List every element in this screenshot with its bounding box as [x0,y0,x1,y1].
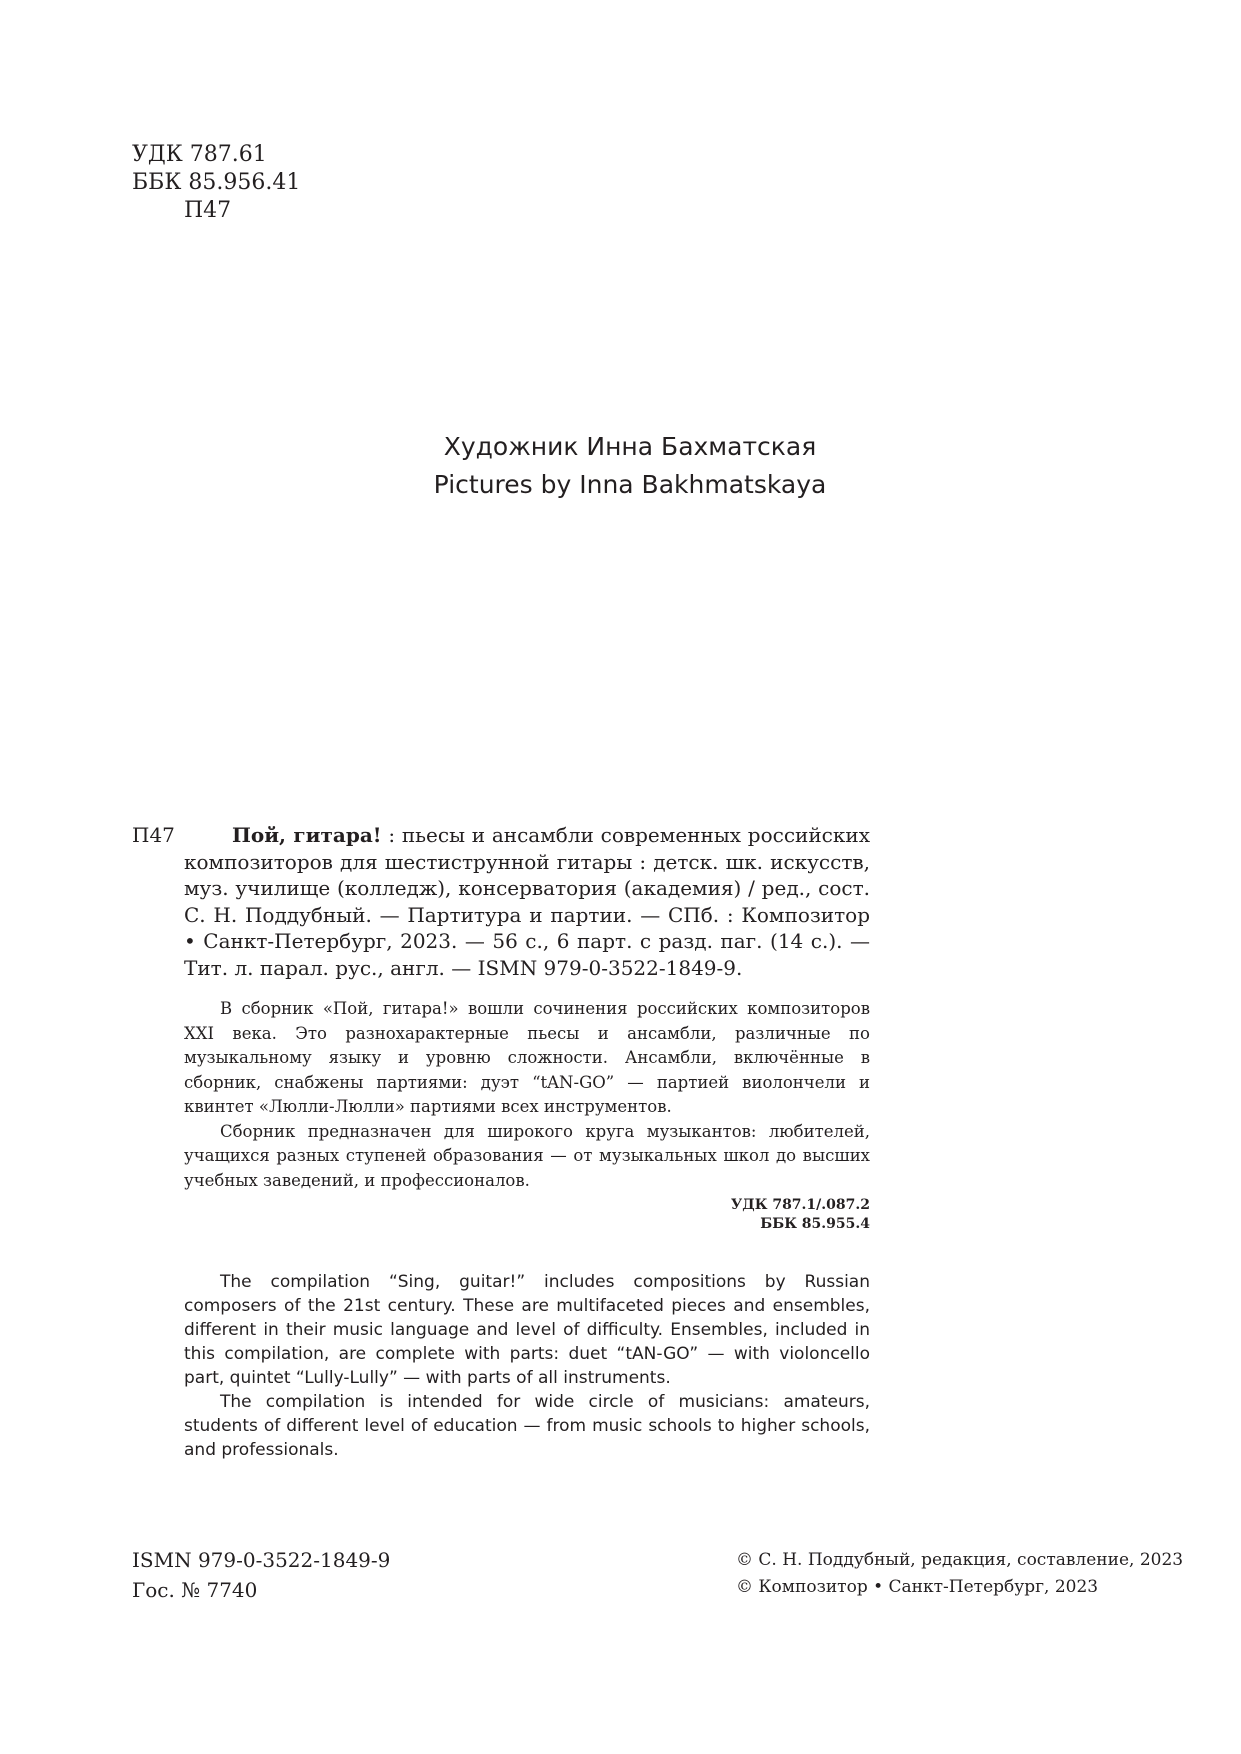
annotation-en-paragraph-2: The compilation is intended for wide circle of musicians: amateurs, students of different level of education — from music schools to higher schools, and professionals. [184,1392,870,1460]
annotation-ru [184,997,870,1234]
annotation-ru-paragraph-1: В сборник «Пой, гитара!» вошли сочинения российских композиторов XXI века. Это разнохарактерные пьесы и ансамбли, различные по музыкальному языку и уровню сложности. Ансамбли, включённые в сборник, снабжены партиями: дуэт “tAN-GO” — партией виолончели и квинтет «Люлли-Люлли» партиями всех инструментов. [184,999,870,1116]
author-sign: П47 [184,198,232,223]
catalog-description: : пьесы и ансамбли современных российских композиторов для шестиструнной гитары : детск. шк. искусств, муз. училище (колледж), консерватория (академия) / ред., сост. С. Н. Поддубный. — Партитура и партии. — СПб. : Композитор • Санкт-Петербург, 2023. — 56 с., 6 парт. с разд. паг. (14 с.). — Тит. л. парал. рус., англ. — ISMN 979-0-3522-1849-9. [184,823,870,980]
book-title: Пой, гитара! [232,823,382,847]
gos-number: Гос. № 7740 [132,1578,258,1602]
artist-credit-en: Pictures by Inna Bakhmatskaya [433,470,827,499]
annotation-bbk: ББК 85.955.4 [760,1216,870,1232]
artist-credit-ru: Художник Инна Бахматская [443,432,817,461]
annotation-ru-paragraph-2: Сборник предназначен для широкого круга музыкантов: любителей, учащихся разных ступеней образования — от музыкальных школ до высших учебных заведений, и профессионалов. [184,1121,870,1190]
catalog-entry [132,822,870,981]
publication-identifiers [132,1545,390,1605]
udk-code: УДК 787.61 [132,142,267,167]
copyright-block [736,1547,1183,1601]
copyright-editor: © С. Н. Поддубный, редакция, составление, 2023 [736,1550,1184,1570]
annotation-udk: УДК 787.1/.087.2 [730,1197,870,1213]
bbk-code: ББК 85.956.41 [132,170,301,195]
catalog-description-block [184,822,870,981]
annotation-en [184,1270,870,1462]
classification-block [132,141,300,225]
ismn: ISMN 979-0-3522-1849-9 [132,1548,391,1572]
artist-credit [400,428,860,504]
catalog-code: П47 [132,823,175,847]
copyright-publisher: © Композитор • Санкт-Петербург, 2023 [736,1577,1099,1597]
annotation-codes [184,1196,870,1234]
annotation-en-paragraph-1: The compilation “Sing, guitar!” includes compositions by Russian composers of the 21st century. These are multifaceted pieces and ensembles, different in their music language and level of difficulty. Ensembles, included in this compilation, are complete with parts: duet “tAN-GO” — with violoncello part, quintet “Lully-Lully” — with parts of all instruments. [184,1272,870,1388]
